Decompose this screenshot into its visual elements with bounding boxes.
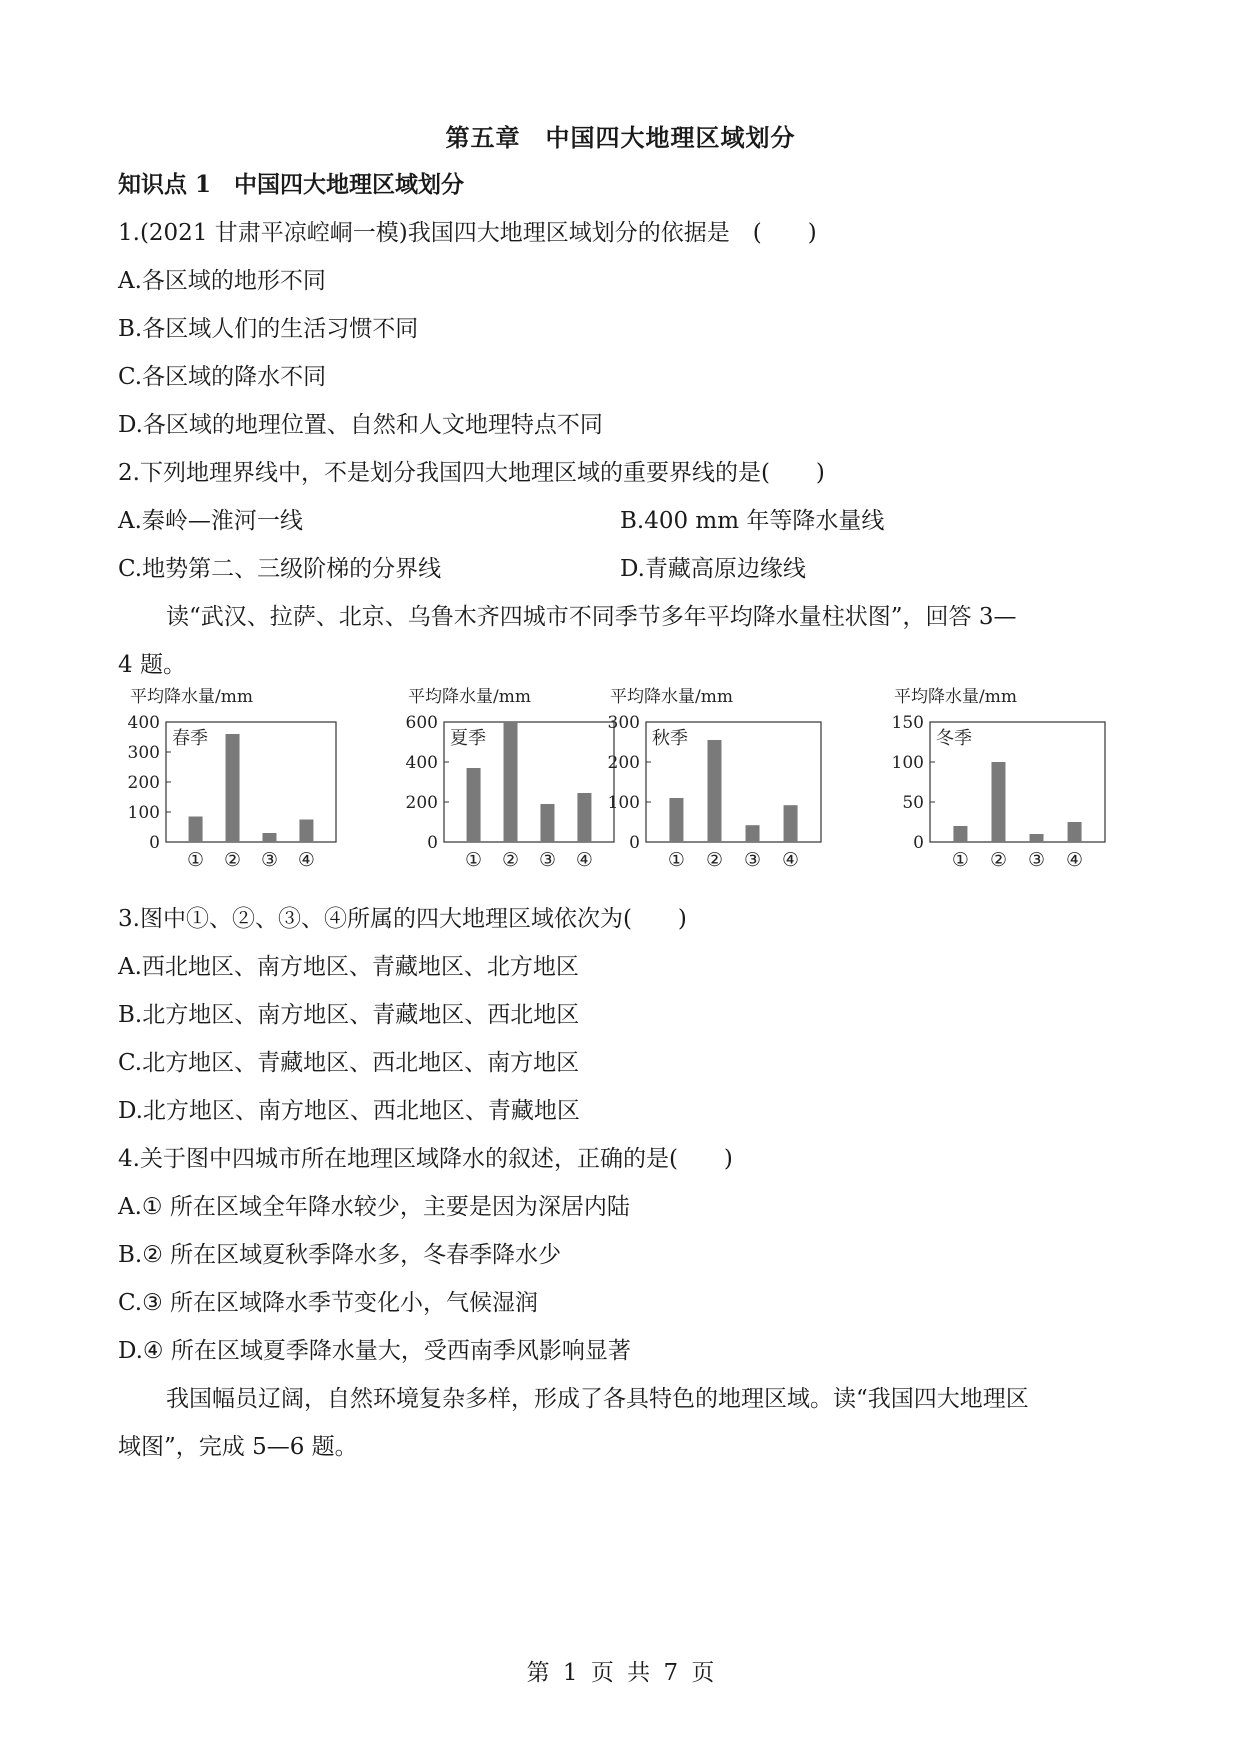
chart-bar — [991, 762, 1005, 842]
q4-stem: 4.关于图中四城市所在地理区域降水的叙述，正确的是( ) — [118, 1146, 733, 1172]
chart-bar — [1030, 834, 1044, 842]
chart-ytick-label: 200 — [607, 753, 640, 773]
chart-ytick-label: 150 — [891, 713, 924, 733]
chart-ytick-label: 100 — [127, 803, 160, 823]
chart-bar — [189, 817, 203, 843]
q4-option-d: D.④ 所在区域夏季降水量大，受西南季风影响显著 — [118, 1338, 631, 1364]
chart-bar — [262, 833, 276, 842]
chart-ytick-label: 100 — [891, 753, 924, 773]
chart-category-label: ④ — [1066, 849, 1084, 871]
chart-category-label: ① — [187, 849, 205, 871]
chart-season-label: 冬季 — [936, 728, 972, 749]
chart-category-label: ④ — [297, 849, 315, 871]
chart-ytick-label: 600 — [405, 713, 438, 733]
q2-option-a: A.秦岭—淮河一线 — [118, 508, 303, 534]
q1-stem: 1.(2021 甘肃平凉崆峒一模)我国四大地理区域划分的依据是 ( ) — [118, 220, 817, 246]
chapter-title: 第五章 中国四大地理区域划分 — [445, 123, 796, 152]
chart-category-label: ② — [501, 849, 520, 871]
precipitation-charts — [0, 680, 1241, 880]
intro-3-4-line2: 4 题。 — [118, 652, 186, 678]
chart-ytick-label: 200 — [405, 793, 438, 813]
chart-ytick-label: 100 — [607, 793, 640, 813]
chart-category-label: ② — [705, 849, 724, 871]
intro-5-6-line2: 域图”，完成 5—6 题。 — [118, 1434, 358, 1460]
chart-4 — [892, 687, 1105, 871]
chart-category-label: ① — [951, 849, 969, 871]
chart-ylabel: 平均降水量/mm — [894, 687, 1017, 707]
intro-5-6-line1: 我国幅员辽阔，自然环境复杂多样，形成了各具特色的地理区域。读“我国四大地理区 — [166, 1386, 1029, 1412]
q2-option-d: D.青藏高原边缘线 — [620, 556, 806, 582]
chart-ytick-label: 0 — [427, 833, 438, 853]
chart-ytick-label: 50 — [902, 793, 924, 813]
chart-2 — [406, 687, 614, 871]
chart-ytick-label: 300 — [127, 743, 160, 763]
chart-category-label: ① — [465, 849, 483, 871]
chart-bar — [669, 798, 683, 842]
chart-ytick-label: 400 — [127, 713, 160, 733]
q4-option-c: C.③ 所在区域降水季节变化小，气候湿润 — [118, 1290, 539, 1316]
chart-category-label: ③ — [260, 849, 279, 871]
chart-ytick-label: 0 — [913, 833, 924, 853]
chart-bar — [707, 740, 721, 842]
chart-bar — [746, 825, 760, 842]
chart-bar — [467, 768, 481, 842]
chart-category-label: ④ — [575, 849, 593, 871]
chart-ytick-label: 400 — [405, 753, 438, 773]
chart-bar — [540, 804, 554, 842]
chart-bar — [784, 805, 798, 842]
chart-ytick-label: 0 — [629, 833, 640, 853]
chart-ylabel: 平均降水量/mm — [610, 687, 733, 707]
chart-category-label: ③ — [1027, 849, 1046, 871]
q2-stem: 2.下列地理界线中，不是划分我国四大地理区域的重要界线的是( ) — [118, 460, 825, 486]
chart-3 — [608, 687, 821, 871]
chart-ytick-label: 0 — [149, 833, 160, 853]
chart-category-label: ③ — [538, 849, 557, 871]
chart-1 — [128, 687, 336, 871]
page-footer: 第 1 页 共 7 页 — [526, 1660, 715, 1686]
chart-bar — [1068, 822, 1082, 842]
chart-bar — [504, 722, 518, 842]
chart-category-label: ③ — [743, 849, 762, 871]
section-heading: 知识点 1 中国四大地理区域划分 — [118, 171, 465, 198]
chart-bar — [299, 820, 313, 843]
q3-option-a: A.西北地区、南方地区、青藏地区、北方地区 — [118, 954, 579, 980]
chart-category-label: ② — [989, 849, 1008, 871]
chart-bar — [577, 793, 591, 842]
q3-option-c: C.北方地区、青藏地区、西北地区、南方地区 — [118, 1050, 580, 1076]
q2-option-b: B.400 mm 年等降水量线 — [620, 508, 885, 534]
chart-bar — [953, 826, 967, 842]
chart-ytick-label: 200 — [127, 773, 160, 793]
q1-option-d: D.各区域的地理位置、自然和人文地理特点不同 — [118, 412, 603, 438]
chart-season-label: 秋季 — [652, 728, 688, 749]
q2-option-c: C.地势第二、三级阶梯的分界线 — [118, 556, 442, 582]
chart-season-label: 夏季 — [450, 728, 486, 749]
intro-3-4-line1: 读“武汉、拉萨、北京、乌鲁木齐四城市不同季节多年平均降水量柱状图”，回答 3— — [166, 604, 1017, 630]
q4-option-b: B.② 所在区域夏秋季降水多，冬春季降水少 — [118, 1242, 562, 1268]
q3-option-b: B.北方地区、南方地区、青藏地区、西北地区 — [118, 1002, 580, 1028]
chart-category-label: ② — [223, 849, 242, 871]
chart-ylabel: 平均降水量/mm — [408, 687, 531, 707]
chart-season-label: 春季 — [172, 728, 208, 749]
q3-stem: 3.图中①、②、③、④所属的四大地理区域依次为( ) — [118, 906, 687, 932]
chart-category-label: ① — [667, 849, 685, 871]
q1-option-b: B.各区域人们的生活习惯不同 — [118, 316, 419, 342]
q4-option-a: A.① 所在区域全年降水较少，主要是因为深居内陆 — [118, 1194, 630, 1220]
q1-option-a: A.各区域的地形不同 — [118, 268, 326, 294]
chart-bar — [226, 734, 240, 842]
chart-category-label: ④ — [782, 849, 800, 871]
q1-option-c: C.各区域的降水不同 — [118, 364, 327, 390]
q3-option-d: D.北方地区、南方地区、西北地区、青藏地区 — [118, 1098, 580, 1124]
chart-ytick-label: 300 — [607, 713, 640, 733]
chart-ylabel: 平均降水量/mm — [130, 687, 253, 707]
